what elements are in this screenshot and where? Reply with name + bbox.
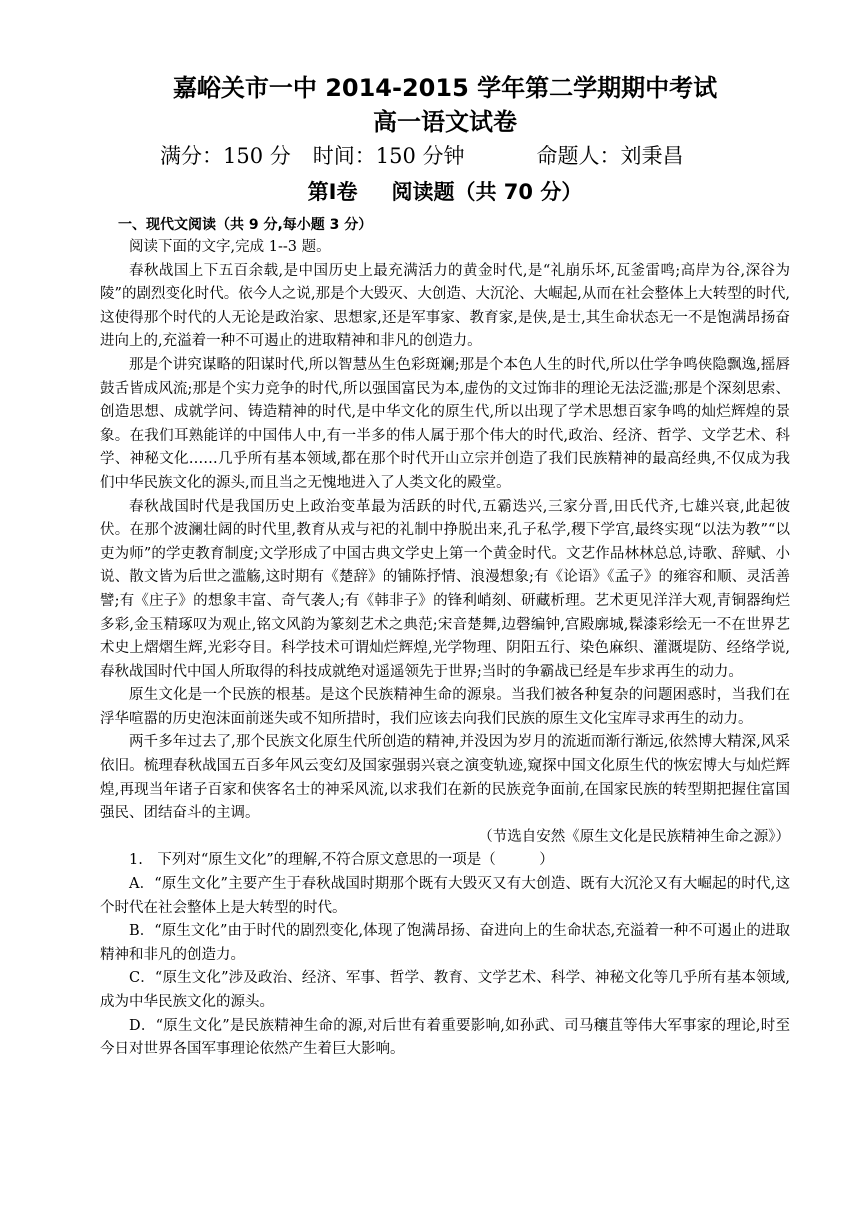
- exam-title: 嘉峪关市一中 2014-2015 学年第二学期期中考试: [172, 74, 718, 102]
- question-1-stem: 1. 下列对“原生文化”的理解,不符合原文意思的一项是（ ）: [129, 852, 554, 869]
- question-1-option-a: A．“原生文化”主要产生于春秋战国时期那个既有大毁灭又有大创造、既有大沉沦又有大崛起的时代,这个时代在社会整体上是大转型的时代。: [100, 876, 790, 916]
- question-1-option-d: D．“原生文化”是民族精神生命的源,对后世有着重要影响,如孙武、司马穰苴等伟大军事家的理论,时至今日对世界各国军事理论依然产生着巨大影响。: [100, 1017, 790, 1058]
- exam-time: 时间：150 分钟: [312, 144, 465, 168]
- passage-paragraph-5: 两千多年过去了,那个民族文化原生代所创造的精神,并没因为岁月的流逝而渐行渐远,依然博大精深,风采依旧。梳理春秋战国五百多年风云变幻及国家强弱兴衰之演变轨迹,窥探中国文化原生代的恢宏博大与灿烂辉煌,再现当年诸子百家和侠客名士的神采风流,以求我们在新的民族竞争面前,在国家民族的转型期把握住富国强民、团结奋斗的主调。: [100, 734, 790, 822]
- exam-meta: [100, 140, 790, 172]
- exam-subtitle: 高一语文试卷: [373, 108, 517, 136]
- passage-source: （节选自安然《原生文化是民族精神生命之源》）: [478, 828, 790, 845]
- question-1-option-b: B．“原生文化”由于时代的剧烈变化,体现了饱满昂扬、奋进向上的生命状态,充溢着一种不可遏止的进取精神和非凡的创造力。: [100, 923, 790, 963]
- exam-author: 命题人：刘秉昌: [536, 144, 684, 168]
- reading-instruction: 阅读下面的文字,完成 1--3 题。: [129, 239, 331, 255]
- reading-heading: 一、现代文阅读（共 9 分,每小题 3 分）: [118, 217, 373, 233]
- passage-paragraph-3: 春秋战国时代是我国历史上政治变革最为活跃的时代,五霸迭兴,三家分晋,田氏代齐,七雄兴衰,此起彼伏。在那个波澜壮阔的时代里,教育从戎与祀的礼制中挣脱出来,孔子私学,稷下学宫,最终实现“以法为教”“以吏为师”的学吏教育制度;文学形成了中国古典文学史上第一个黄金时代。文艺作品林林总总,诗歌、辞赋、小说、散文皆为后世之滥觞,这时期有《楚辞》的铺陈抒情、浪漫想象;有《论语》《孟子》的雍容和顺、灵活善譬;有《庄子》的想象丰富、奇气袭人;有《韩非子》的锋利峭刻、研藏析理。艺术更见洋洋大观,青铜器绚烂多彩,金玉精琢叹为观止,铭文风韵为篆刻艺术之典范;宋音楚舞,边磬编钟,宫殿廓城,髹漆彩绘无一不在世界艺术史上熠熠生辉,光彩夺目。科学技术可谓灿烂辉煌,光学物理、阴阳五行、染色麻织、灌溉堤防、经络学说,春秋战国时代中国人所取得的科技成就绝对遥遥领先于世界;当时的争霸战已经是车步求再生的动力。: [100, 498, 790, 680]
- section-title: [100, 176, 790, 208]
- passage-paragraph-2: 那是个讲究谋略的阳谋时代,所以智慧丛生色彩斑斓;那是个本色人生的时代,所以仕学争鸣侠隐飘逸,摇唇鼓舌皆成风流;那是个实力竞争的时代,所以强国富民为本,虚伪的文过饰非的理论无法泛滥;那是个深刻思索、创造思想、成就学问、铸造精神的时代,是中华文化的原生代,所以出现了学术思想百家争鸣的灿烂辉煌的景象。在我们耳熟能详的中国伟人中,有一半多的伟人属于那个伟大的时代,政治、经济、哲学、文学艺术、科学、神秘文化……几乎所有基本领域,都在那个时代开山立宗并创造了我们民族精神的最高经典,不仅成为我们中华民族文化的源头,而且当之无愧地进入了人类文化的殿堂。: [100, 356, 790, 491]
- section-name: 阅读题（共 70 分）: [391, 180, 583, 204]
- question-1-option-c: C．“原生文化”涉及政治、经济、军事、哲学、教育、文学艺术、科学、神秘文化等几乎所有基本领域,成为中华民族文化的源头。: [100, 970, 790, 1010]
- section-part: 第Ⅰ卷: [307, 180, 358, 204]
- passage-paragraph-4: 原生文化是一个民族的根基。是这个民族精神生命的源泉。当我们被各种复杂的问题困惑时，当我们在浮华喧嚣的历史泡沫面前迷失或不知所措时，我们应该去向我们民族的原生文化宝库寻求再生的动力。: [100, 687, 790, 727]
- full-score: 满分：150 分: [160, 144, 291, 168]
- passage-paragraph-1: 春秋战国上下五百余载,是中国历史上最充满活力的黄金时代,是“礼崩乐坏,瓦釜雷鸣;高岸为谷,深谷为陵”的剧烈变化时代。依今人之说,那是个大毁灭、大创造、大沉沦、大崛起,从而在社会整体上大转型的时代,这使得那个时代的人无论是政治家、思想家,还是军事家、教育家,是侠,是士,其生命状态无一不是饱满昂扬奋进向上的,充溢着一种不可遏止的进取精神和非凡的创造力。: [100, 262, 790, 350]
